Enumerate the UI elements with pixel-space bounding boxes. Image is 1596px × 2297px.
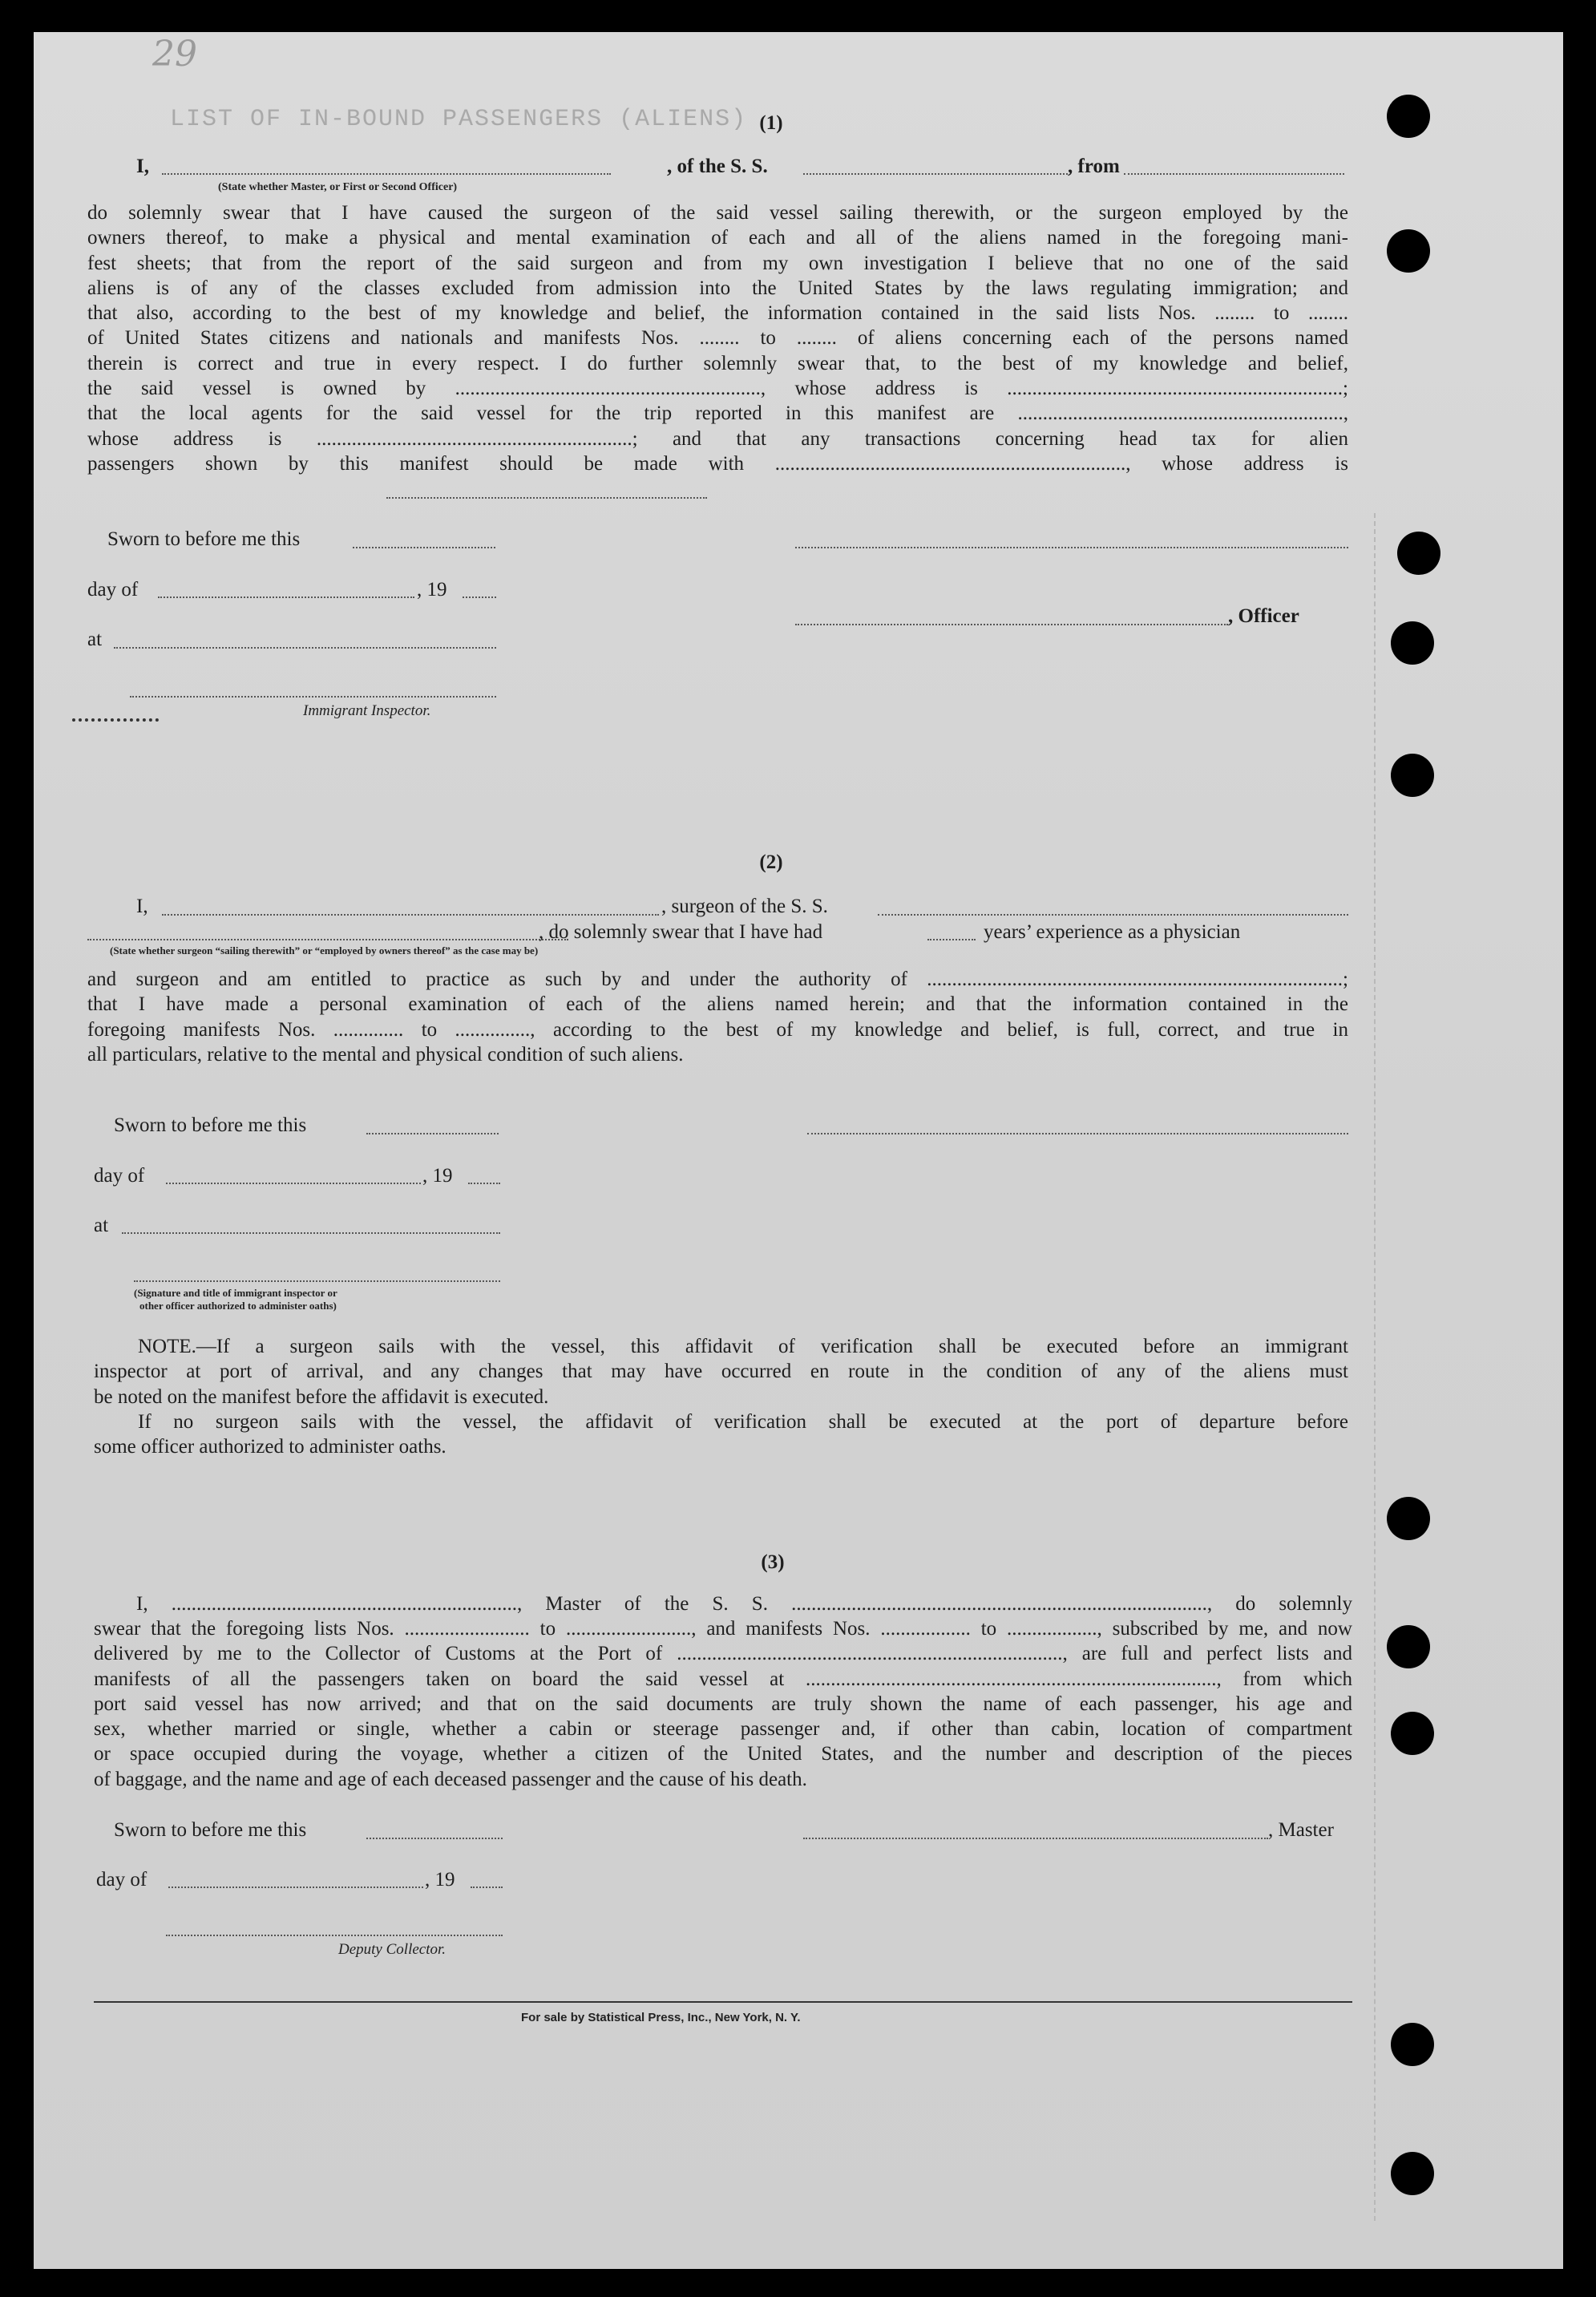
s3-deputy-signature-field[interactable] — [166, 1935, 503, 1936]
s1-officer-title-field[interactable] — [795, 624, 1228, 625]
s2-sig-caption-1: (Signature and title of immigrant inspector or — [134, 1287, 337, 1299]
s2-capacity-field[interactable] — [87, 939, 568, 940]
s1-from-field[interactable] — [1124, 173, 1344, 175]
punch-hole — [1391, 621, 1434, 665]
s2-oath-paragraph: and surgeon and am entitled to practice as such by and under the authority of ...................................................................................; that I have made a personal examination of each of the aliens named herein; and that the information contained in the foregoing manifests Nos. .............. to ..............., according to the best of my knowledge and belief, is full, correct, and true in all particulars, relative to the mental and physical condition of such aliens. — [87, 969, 1348, 1066]
punch-hole — [1391, 2023, 1434, 2066]
s3-master-label: , Master — [1268, 1819, 1334, 1841]
footer-publisher: For sale by Statistical Press, Inc., New York, N. Y. — [521, 2011, 801, 2024]
s1-dotted-leader — [72, 718, 159, 722]
s1-day-of-label: day of — [87, 579, 139, 601]
s2-day-of-label: day of — [94, 1165, 145, 1187]
s1-officer-signature-field[interactable] — [795, 547, 1348, 548]
s1-at-field[interactable] — [114, 647, 496, 649]
s1-inspector-caption: Immigrant Inspector. — [303, 702, 431, 719]
s1-sworn-label: Sworn to before me this — [107, 528, 301, 550]
s2-capacity-caption: (State whether surgeon “sailing therewith” or “employed by owners thereof” as the case may be) — [110, 944, 539, 956]
s2-vessel-field[interactable] — [878, 914, 1348, 916]
handwritten-page-number: 29 — [152, 34, 197, 75]
s1-of-ss-label: , of the S. S. — [667, 156, 768, 177]
punch-hole — [1391, 754, 1434, 797]
s1-at-label: at — [87, 629, 103, 650]
s2-surgeon-name-field[interactable] — [162, 914, 659, 916]
s1-sworn-field[interactable] — [353, 547, 495, 548]
s1-from-label: , from — [1068, 156, 1120, 177]
s3-master-signature-field[interactable] — [803, 1838, 1268, 1839]
s2-years-label: years’ experience as a physician — [984, 921, 1241, 943]
punch-hole — [1391, 2152, 1434, 2195]
s1-day-field[interactable] — [158, 596, 414, 598]
footer-rule — [94, 2001, 1352, 2003]
section-3-number: (3) — [761, 1551, 785, 1573]
s2-surgeon-signature-field[interactable] — [807, 1133, 1348, 1134]
s2-i-label: I, — [136, 896, 148, 917]
s3-day-of-label: day of — [96, 1869, 147, 1891]
s2-solemnly-label: , do solemnly swear that I have had — [539, 921, 823, 943]
section-2-number: (2) — [759, 851, 783, 873]
s1-year-label: , 19 — [417, 579, 447, 601]
punch-hole — [1387, 95, 1430, 138]
s2-inspector-signature-field[interactable] — [134, 1280, 500, 1282]
s2-year-field[interactable] — [468, 1183, 500, 1184]
margin-column-rule — [1374, 513, 1379, 2221]
s1-officer-caption: (State whether Master, or First or Second Officer) — [218, 181, 458, 193]
document-page — [34, 32, 1563, 2269]
s2-sig-caption-2: other officer authorized to administer oaths) — [139, 1300, 337, 1312]
s2-years-field[interactable] — [927, 939, 976, 940]
s2-at-field[interactable] — [122, 1232, 500, 1234]
punch-hole — [1391, 1712, 1434, 1755]
s2-surgeon-of-label: , surgeon of the S. S. — [661, 896, 828, 917]
s3-oath-first-line: I, ....................................................................., Master of the S. S. ..................................................................................., do solemnly — [136, 1593, 1352, 1615]
s1-officer-label: , Officer — [1228, 605, 1299, 627]
s2-sworn-label: Sworn to before me this — [114, 1114, 307, 1136]
section-1-number: (1) — [759, 112, 783, 134]
s3-year-field[interactable] — [471, 1887, 503, 1888]
s1-inspector-signature-field[interactable] — [130, 696, 496, 698]
bleed-through-heading: LIST OF IN-BOUND PASSENGERS (ALIENS) — [170, 106, 748, 133]
punch-hole — [1397, 532, 1440, 575]
punch-hole — [1387, 1497, 1430, 1540]
s3-year-label: , 19 — [425, 1869, 455, 1891]
s3-sworn-label: Sworn to before me this — [114, 1819, 307, 1841]
s2-day-field[interactable] — [166, 1183, 421, 1184]
s1-vessel-field[interactable] — [803, 173, 1068, 175]
s3-deputy-caption: Deputy Collector. — [338, 1941, 446, 1958]
s2-sworn-field[interactable] — [366, 1133, 499, 1134]
s2-year-label: , 19 — [422, 1165, 453, 1187]
s3-oath-paragraph: swear that the foregoing lists Nos. ......................... to ........................., and manifests Nos. .................. to .................., subscribed by me, and now delivered by me to the Collector of Customs at the Port of ............................................................................., are full and perfect lists and manifests of all the passengers taken on board the said vessel at .................................................................................., from which port said vessel has now arrived; and that on the said documents are truly shown the name of each passenger, his age and sex, whether married or single, whether a cabin or steerage passenger and, if other than cabin, location of compartment or space occupied during the voyage, whether a citizen of the United States, and the number and description of the pieces of baggage, and the name and age of each deceased passenger and the cause of his death. — [94, 1618, 1352, 1790]
s3-sworn-field[interactable] — [366, 1838, 503, 1839]
s3-day-field[interactable] — [168, 1887, 423, 1888]
s1-oath-paragraph: do solemnly swear that I have caused the surgeon of the said vessel sailing therewith, or the surgeon employed by the owners thereof, to make a physical and mental examination of each and all of the aliens named in the foregoing mani- fest sheets; that from the report of the said surgeon and from my own investigation I believe that no one of the said aliens is of any of the classes excluded from admission into the United States by the laws regulating immigration; and that also, according to the best of my knowledge and belief, the information contained in the said lists Nos. ........ to ........ of United States citizens and nationals and manifests Nos. ........ to ........ of aliens concerning each of the persons named therein is correct and true in every respect. I do further solemnly swear that, to the best of my knowledge and belief, the said vessel is owned by ............................................................., whose address is ...................................................................; that the local agents for the said vessel for the trip reported in this manifest are ................................................................., whose address is ...............................................................; and that any transactions concerning head tax for alien passengers shown by this manifest should be made with ......................................................................, whose address is — [87, 202, 1348, 475]
punch-hole — [1387, 1625, 1430, 1668]
s1-officer-field[interactable] — [162, 173, 611, 175]
s2-at-label: at — [94, 1215, 109, 1236]
s1-address-continuation-field[interactable] — [386, 497, 707, 499]
punch-hole — [1387, 229, 1430, 273]
s2-note: NOTE.—If a surgeon sails with the vessel, this affidavit of verification shall be executed before an immigrant inspector at port of arrival, and any changes that may have occurred en route in the condition of any of the aliens must be noted on the manifest before the affidavit is executed. If no surgeon sails with the vessel, the affidavit of verification shall be executed at the port of departure before some officer authorized to administer oaths. — [94, 1336, 1348, 1458]
s1-year-field[interactable] — [463, 596, 496, 598]
s1-i-label: I, — [136, 156, 149, 177]
